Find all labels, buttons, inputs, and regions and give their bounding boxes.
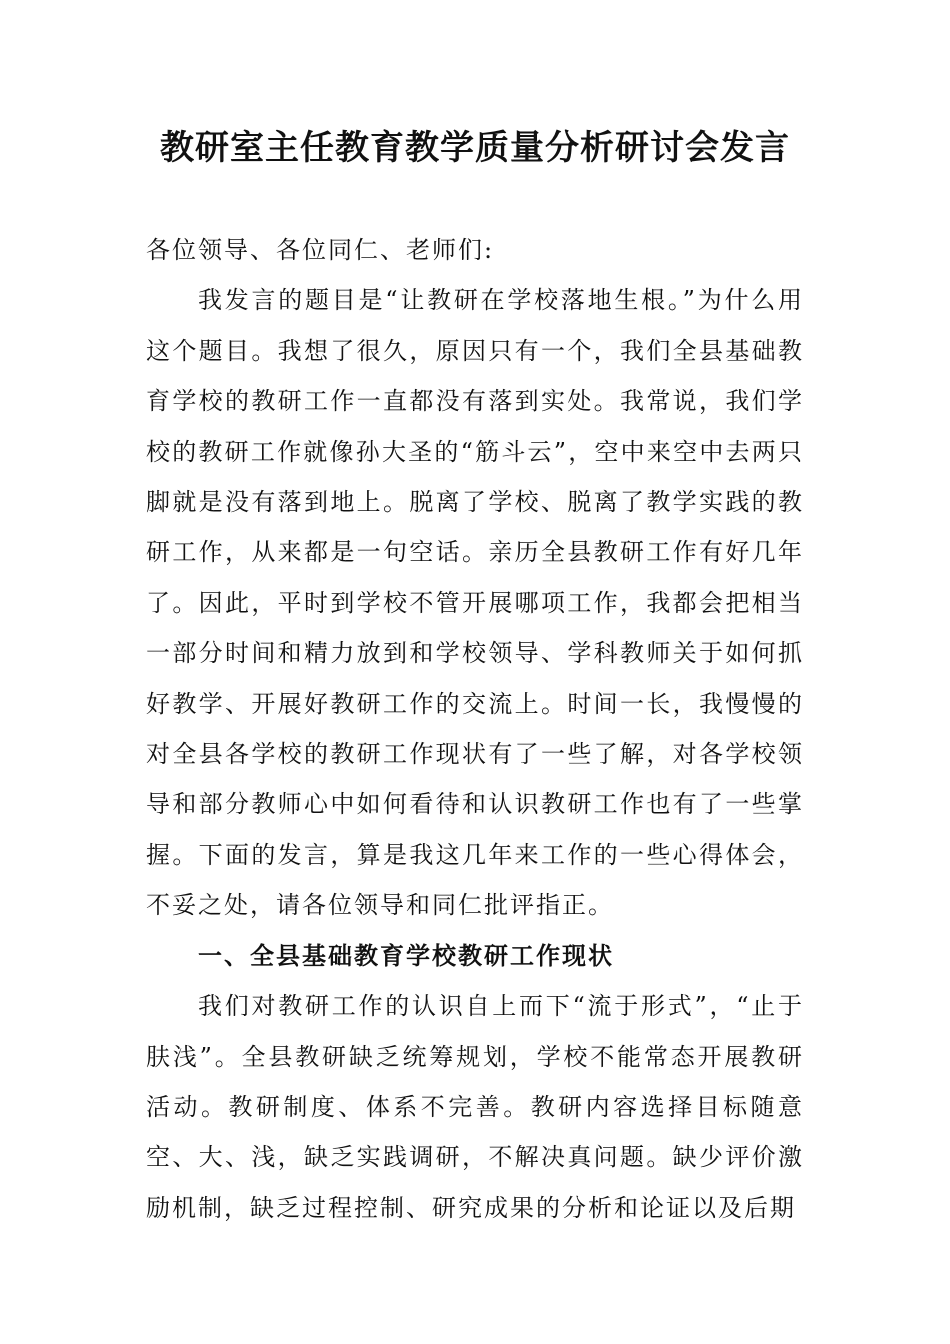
section-heading: 一、全县基础教育学校教研工作现状 [198, 941, 614, 970]
document-title: 教研室主任教育教学质量分析研讨会发言 [160, 128, 790, 168]
salutation: 各位领导、各位同仁、老师们: [146, 236, 495, 264]
paragraph: 我们对教研工作的认识自上而下“流于形式”，“止于肤浅”。全县教研缺乏统筹规划，学校不能常态开展教研活动。教研制度、体系不完善。教研内容选择目标随意空、大、浅，缺乏实践调研，不解决真问题。缺少评价激励机制，缺乏过程控制、研究成果的分析和论证以及后期 [146, 992, 804, 1222]
document-body [146, 225, 804, 1233]
paragraph: 我发言的题目是“让教研在学校落地生根。”为什么用这个题目。我想了很久，原因只有一个，我们全县基础教育学校的教研工作一直都没有落到实处。我常说，我们学校的教研工作就像孙大圣的“筋斗云”，空中来空中去两只脚就是没有落到地上。脱离了学校、脱离了教学实践的教研工作，从来都是一句空话。亲历全县教研工作有好几年了。因此，平时到学校不管开展哪项工作，我都会把相当一部分时间和精力放到和学校领导、学科教师关于如何抓好教学、开展好教研工作的交流上。时间一长，我慢慢的对全县各学校的教研工作现状有了一些了解，对各学校领导和部分教师心中如何看待和认识教研工作也有了一些掌握。下面的发言，算是我这几年来工作的一些心得体会，不妥之处，请各位领导和同仁批评指正。 [146, 286, 804, 920]
